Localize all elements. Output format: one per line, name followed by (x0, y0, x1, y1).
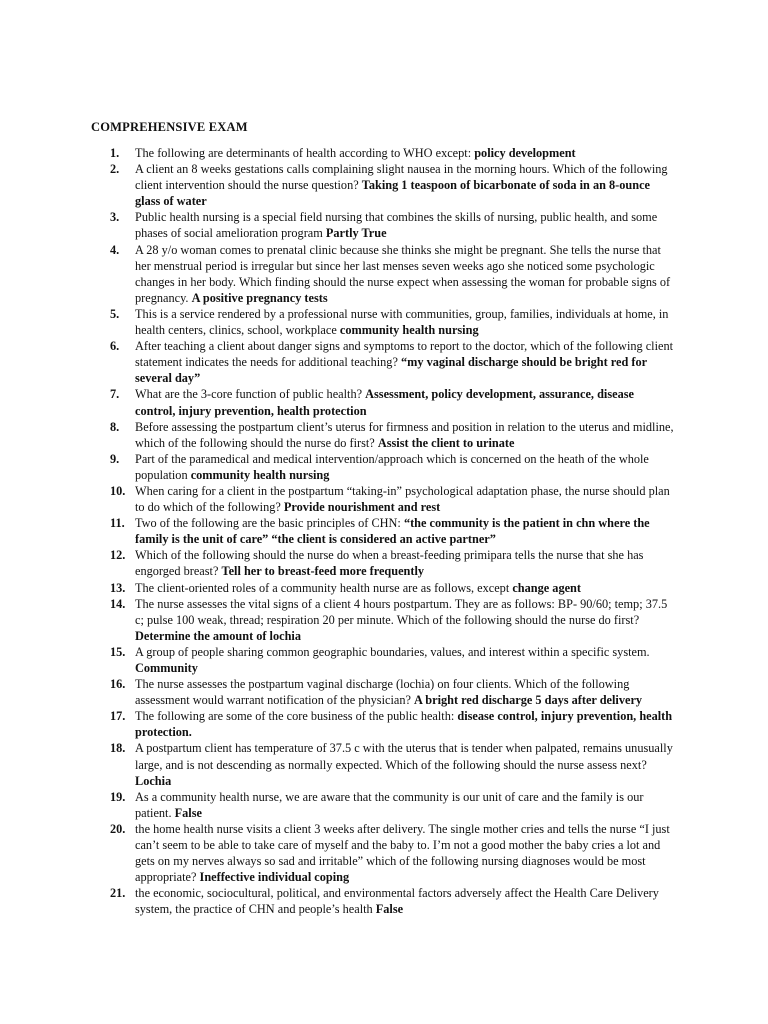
question-item (0, 242, 675, 306)
question-number: 20. (110, 821, 126, 836)
question-item (0, 547, 675, 579)
question-number: 10. (110, 483, 126, 498)
question-item (0, 483, 675, 515)
question-number: 19. (110, 789, 126, 804)
question-item (0, 885, 675, 917)
question-text: The following are determinants of health according to WHO except: (135, 146, 472, 160)
question-answer: “my vaginal discharge should be bright red for several day” (135, 355, 647, 386)
question-item (0, 419, 675, 451)
question-text: When caring for a client in the postpartum “taking-in” psychological adaptation phase, the nurse should plan to do which of the following? (135, 483, 670, 515)
question-item (0, 338, 675, 386)
question-number: 12. (110, 548, 126, 563)
question-item (0, 821, 675, 885)
question-item (0, 145, 675, 161)
question-answer: “the community is the patient in chn where the family is the unit of care” “the client is considered an active partner” (135, 516, 650, 547)
question-text: Which of the following should the nurse do when a breast-feeding primipara tells the nurse that she has engorged breast? (135, 548, 644, 579)
question-item (0, 306, 675, 338)
question-item (0, 580, 675, 596)
question-answer: policy development (474, 146, 576, 160)
question-text: Two of the following are the basic principles of CHN: (135, 516, 401, 531)
question-text: After teaching a client about danger signs and symptoms to report to the doctor, which of the following client statement indicates the needs for additional teaching? (135, 339, 674, 370)
question-number: 21. (110, 886, 126, 901)
question-answer: Partly True (325, 226, 387, 241)
question-answer: Lochia (135, 773, 172, 788)
question-answer: change agent (512, 580, 581, 595)
question-text: Public health nursing is a special field nursing that combines the skills of nursing, public health, and some phases of social amelioration program (135, 210, 658, 241)
question-answer: A bright red discharge 5 days after delivery (414, 693, 643, 708)
question-item (0, 161, 675, 209)
question-answer: False (174, 805, 202, 820)
question-answer: Tell her to breast-feed more frequently (221, 564, 425, 579)
question-text: the home health nurse visits a client 3 weeks after delivery. The single mother cries and tells the nurse “I just can’t seem to be able to take care of myself and the baby to. I’m not a good mother the baby cries a lot and gets on my nerves always so sad and irritable” which of the following nursing diagnoses would be most appropriate? (135, 821, 670, 885)
question-item (0, 644, 675, 676)
question-text: As a community health nurse, we are aware that the community is our unit of care and the family is our patient. (135, 789, 644, 820)
question-list (0, 145, 768, 918)
question-text: Before assessing the postpartum client’s uterus for firmness and position in relation to the uterus and midline, which of the following should the nurse do first? (135, 419, 674, 450)
question-number: 17. (110, 709, 126, 724)
question-answer: community health nursing (339, 323, 479, 338)
question-answer: Provide nourishment and rest (283, 500, 441, 515)
question-answer: Assessment, policy development, assurance, disease control, injury prevention, health protection (135, 387, 634, 418)
question-text: The client-oriented roles of a community health nurse are as follows, except (135, 580, 510, 595)
question-text: The following are some of the core business of the public health: (135, 709, 455, 724)
question-text: A group of people sharing common geographic boundaries, values, and interest within a specific system. (135, 644, 650, 659)
question-answer: Taking 1 teaspoon of bicarbonate of soda in an 8-ounce glass of water (135, 178, 650, 209)
question-text: Part of the paramedical and medical intervention/approach which is concerned on the heath of the whole population (135, 451, 649, 482)
question-item (0, 708, 675, 740)
question-number: 9. (110, 451, 120, 466)
question-number: 2. (110, 162, 120, 177)
question-number: 4. (110, 242, 120, 257)
question-item (0, 596, 675, 644)
question-answer: Community (135, 661, 198, 675)
question-number: 1. (110, 146, 120, 160)
question-number: 3. (110, 210, 120, 225)
question-text: the economic, sociocultural, political, and environmental factors adversely affect the Health Care Delivery system, the practice of CHN and people’s health (135, 886, 659, 917)
question-text: A 28 y/o woman comes to prenatal clinic because she thinks she might be pregnant. She tells the nurse that her menstrual period is irregular but since her last menses seven weeks ago she noticed some psychologic changes in her body. Which finding should the nurse expect when assessing the woman for probable signs of pregnancy. (135, 242, 671, 305)
question-number: 13. (110, 580, 126, 595)
question-text: A postpartum client has temperature of 37.5 c with the uterus that is tender when palpated, remains unusually large, and is not descending as normally expected. Which of the following should the nurse assess next? (135, 741, 673, 772)
question-number: 14. (110, 596, 126, 611)
question-answer: disease control, injury prevention, health protection. (135, 709, 673, 740)
question-answer: A positive pregnancy tests (191, 290, 328, 305)
question-number: 18. (110, 741, 126, 756)
question-item (0, 740, 675, 788)
question-answer: Assist the client to urinate (377, 435, 515, 450)
question-number: 7. (110, 387, 120, 402)
question-text: The nurse assesses the postpartum vaginal discharge (lochia) on four clients. Which of the following assessment would warrant notification of the physician? (135, 677, 630, 708)
question-number: 6. (110, 339, 120, 354)
question-number: 8. (110, 419, 120, 434)
question-number: 15. (110, 644, 126, 659)
question-text: A client an 8 weeks gestations calls complaining slight nausea in the morning hours. Which of the following client intervention should the nurse question? (135, 162, 668, 193)
question-number: 5. (110, 306, 120, 321)
question-item (0, 515, 675, 547)
question-answer: community health nursing (190, 467, 330, 482)
question-item (0, 386, 675, 418)
question-number: 16. (110, 677, 126, 692)
question-text: The nurse assesses the vital signs of a client 4 hours postpartum. They are as follows: BP- 90/60; temp; 37.5 c; pulse 100 weak, thread; respiration 20 per minute. Which of the following should the nurse do first? (135, 596, 668, 627)
question-item (0, 676, 675, 708)
question-answer: Ineffective individual coping (199, 870, 350, 885)
question-text: This is a service rendered by a professional nurse with communities, group, families, individuals at home, in health centers, clinics, school, workplace (135, 306, 669, 338)
question-number: 11. (110, 516, 125, 531)
question-text: What are the 3-core function of public health? (135, 387, 363, 402)
question-item (0, 209, 675, 241)
question-item (0, 789, 675, 821)
question-answer: Determine the amount of lochia (135, 628, 301, 643)
question-item (0, 451, 675, 483)
question-answer: False (375, 902, 404, 917)
document-title: COMPREHENSIVE EXAM (91, 120, 248, 134)
